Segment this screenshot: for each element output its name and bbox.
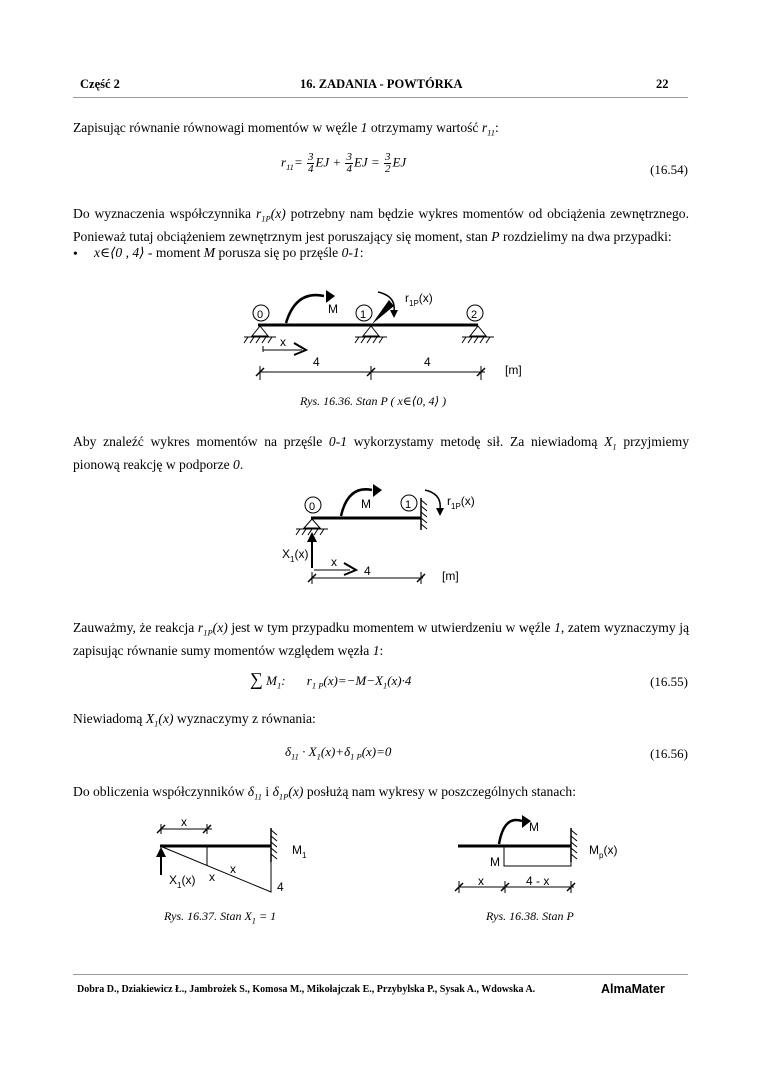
- moment-diagram-rect: [504, 846, 571, 866]
- equation-number-16-56: (16.56): [650, 746, 688, 761]
- x-label-fig4: x: [478, 874, 484, 888]
- moment-top-label: M: [529, 820, 539, 834]
- equation-16-56: $\delta_{11} \cdot X_1(x)+\delta_{1 P}(x)=0$: [285, 744, 392, 762]
- equation-16-54: $r_{11}=$ $\frac{3}{4}$ EJ + $\frac{3}{4}$ EJ = $\frac{3}{2}$ EJ: [281, 151, 407, 175]
- moment-label-2: M: [361, 497, 371, 511]
- x-label: x: [280, 335, 286, 349]
- unit-label: [m]: [505, 363, 522, 377]
- paragraph-1: Zapisując równanie równowagi momentów w węźle 1 otrzymamy wartość $r_{11}$:: [73, 120, 499, 138]
- x-label-fig3-a: x: [209, 870, 215, 884]
- paragraph-4: Zauważmy, że reakcja $r_{1P}(x)$ jest w tym przypadku momentem w utwierdzeniu w węźle 1, zatem wyznaczymy ją zapisując równanie sumy momentów względem węzła 1:: [73, 620, 689, 658]
- x-top-label: x: [181, 815, 187, 829]
- bullet-mark: •: [73, 246, 78, 261]
- reaction-r-label: $r_{1P}(x)$: [405, 291, 433, 308]
- caption-16-38: Rys. 16.38. Stan P: [486, 909, 574, 923]
- moment-label: M: [328, 302, 338, 316]
- value-4-label: 4: [277, 880, 284, 894]
- reaction-r-label-2: $r_{1P}(x)$: [447, 494, 475, 511]
- footer-rule: [73, 974, 688, 975]
- fixed-support-fig4: [571, 828, 577, 862]
- dimension-label-fig2: 4: [364, 564, 371, 578]
- paragraph-6: Do obliczenia współczynników $\delta_{11}$ i $\delta_{1P}(x)$ posłużą nam wykresy w poszczególnych stanach:: [73, 784, 576, 802]
- bullet-text: x∈⟨0 , 4⟩ - moment M porusza się po przęśle 0-1:: [94, 245, 364, 260]
- dimension-label-1: 4: [313, 355, 320, 369]
- paragraph-2: Do wyznaczenia współczynnika $r_{1P}(x)$ potrzebny nam będzie wykres momentów od obciążenia zewnętrznego. Ponieważ tutaj obciążeniem zewnętrznym jest poruszający się moment, stan P rozdzielimy na dwa przypadki:: [73, 206, 689, 244]
- unit-label-fig2: [m]: [442, 569, 459, 583]
- rest-label-fig4: 4 - x: [526, 874, 550, 888]
- equation-number-16-55: (16.55): [650, 674, 688, 689]
- M1-label: $M_1$: [292, 843, 307, 860]
- paragraph-5: Niewiadomą $X_1(x)$ wyznaczymy z równania:: [73, 711, 316, 729]
- X1-label-fig3: $X_1(x)$: [169, 873, 196, 890]
- dimension-label-2: 4: [424, 355, 431, 369]
- equation-number-16-54: (16.54): [650, 162, 688, 177]
- caption-16-36: Rys. 16.36. Stan P ( x∈⟨0, 4⟩ ): [300, 394, 447, 408]
- node-1-label: 1: [360, 309, 367, 321]
- paragraph-3: Aby znaleźć wykres momentów na przęśle 0-1 wykorzystamy metodę sił. Za niewiadomą $X_1$ przyjmiemy pionową reakcję w podporze 0.: [73, 434, 690, 472]
- X1-label: $X_1(x)$: [282, 547, 309, 564]
- header-chapter-title: 16. ZADANIA - POWTÓRKA: [300, 77, 463, 91]
- footer-authors: Dobra D., Dziakiewicz Ł., Jambrożek S., Komosa M., Mikołajczak E., Przybylska P., Sysak A., Wdowska A.: [77, 984, 536, 995]
- header-part: Część 2: [80, 77, 120, 91]
- Mp-label: $M_p(x)$: [589, 843, 618, 860]
- x-label-2: x: [331, 555, 337, 569]
- node-1-label-fig2: 1: [405, 499, 412, 511]
- node-0-label-fig2: 0: [309, 501, 316, 513]
- node-2-label: 2: [471, 309, 478, 321]
- caption-16-37: Rys. 16.37. Stan $X_1 = 1$: [164, 909, 277, 926]
- footer-brand: AlmaMater: [601, 982, 665, 996]
- moment-arrow-arc-4: [499, 820, 522, 844]
- equation-16-55: ∑ $M_1$: $r_{1 P}(x)=-M-X_1(x)\cdot 4$: [250, 669, 412, 691]
- header-page-number: 22: [656, 77, 669, 91]
- moment-value-label: M: [490, 855, 500, 869]
- node-0-label: 0: [257, 309, 264, 321]
- x-label-fig3-b: x: [230, 862, 236, 876]
